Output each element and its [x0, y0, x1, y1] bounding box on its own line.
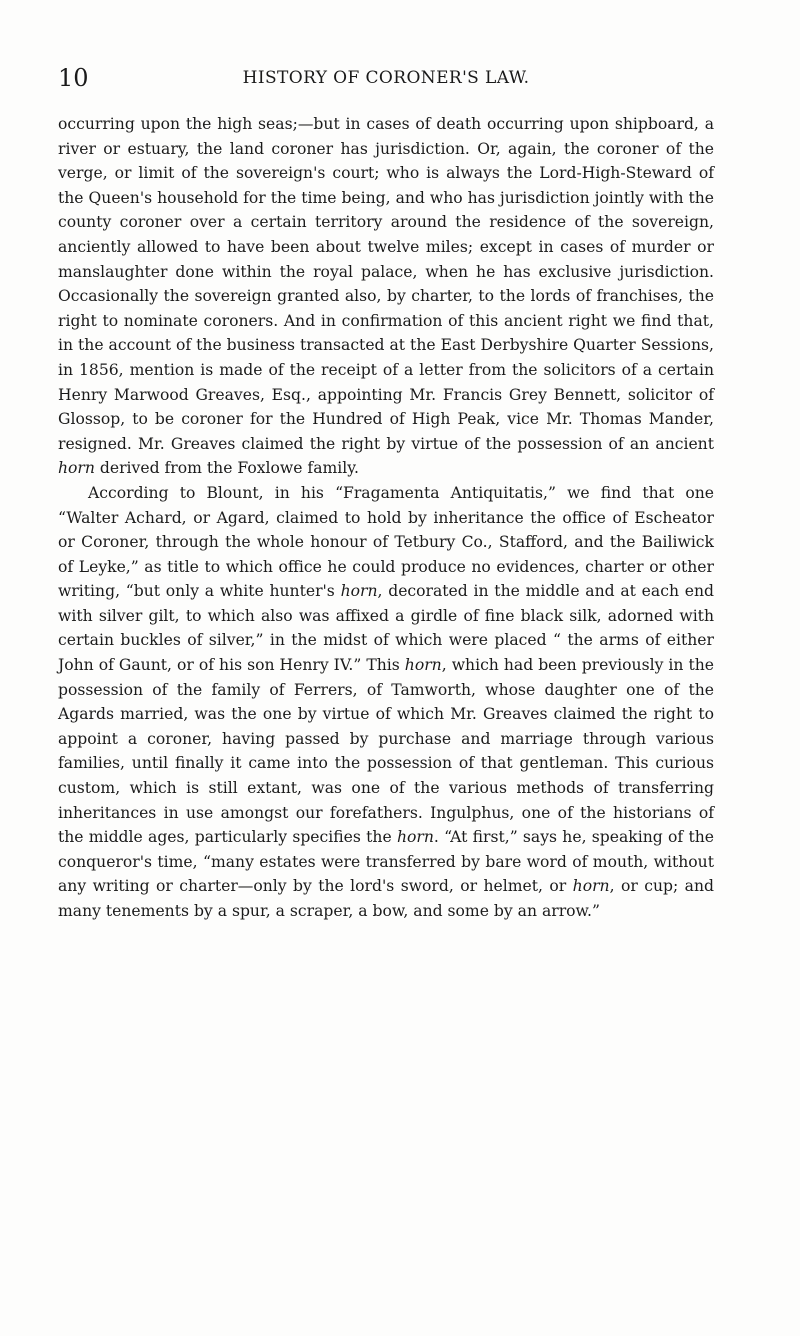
- text-run: , which had been previously in the possession of the family of Ferrers, of Tamworth, whose daughter one of the Agards married, was the one by virtue of which Mr. Greaves claimed the right to appoint a coroner, having passed by purchase and marriage through various families, until finally it came into the possession of that gentleman. This curious custom, which is still extant, was one of the various methods of transferring inheritances in use amongst our forefathers. Ingulphus, one of the historians of the middle ages, particularly specifies the: [58, 656, 714, 847]
- italic-text: horn: [58, 459, 95, 478]
- italic-text: horn: [340, 582, 378, 601]
- italic-text: horn: [572, 877, 610, 896]
- text-run: , decorated in the middle and at each end with silver gilt, to which also was affixed a girdle of fine black silk, adorned with certain buckles of silver,” in the midst of which were placed “ the arms of either John of Gaunt, or of his son Henry IV.” This: [58, 582, 714, 675]
- text-run: derived from the Foxlowe family.: [94, 459, 359, 478]
- paragraph-2: [58, 481, 714, 924]
- italic-text: horn: [404, 656, 442, 675]
- body-text: [58, 112, 714, 924]
- text-run: According to Blount, in his “Fragamenta Antiquitatis,” we find that one “Walter Achard, or Agard, claimed to hold by inheritance the office of Escheator or Coroner, through the whole honour of Tetbury Co., Stafford, and the Bailiwick of Leyke,” as title to which office he could produce no evidences, charter or other writing, “but only a white hunter's: [58, 483, 714, 601]
- text-run: occurring upon the high seas;—but in cases of death occurring upon shipboard, a river or estuary, the land coroner has jurisdiction. Or, again, the coroner of the verge, or limit of the sovereign's court; who is always the Lord-High-Steward of the Queen's household for the time being, and who has jurisdiction jointly with the county coroner over a certain territory around the residence of the sovereign, anciently allowed to have been about twelve miles; except in cases of murder or manslaughter done within the royal palace, when he has exclusive jurisdiction. Occasionally the sovereign granted also, by charter, to the lords of franchises, the right to nominate coroners. And in confirmation of this ancient right we find that, in the account of the business transacted at the East Derbyshire Quarter Sessions, in 1856, mention is made of the receipt of a letter from the solicitors of a certain Henry Marwood Greaves, Esq., appointing Mr. Francis Grey Bennett, solicitor of Glossop, to be coroner for the Hundred of High Peak, vice Mr. Thomas Mander, resigned. Mr. Greaves claimed the right by virtue of the possession of an ancient: [58, 115, 714, 453]
- text-run: . “At first,” says he, speaking of the conqueror's time, “many estates were transferred by bare word of mouth, without any writing or charter—only by the lord's sword, or helmet, or: [58, 828, 714, 896]
- text-run: , or cup; and many tenements by a spur, a scraper, a bow, and some by an arrow.”: [58, 877, 714, 920]
- running-head: HISTORY OF CORONER'S LAW.: [242, 68, 530, 88]
- paragraph-1: [58, 112, 714, 481]
- page-header: [58, 58, 714, 98]
- page-number: 10: [58, 64, 89, 92]
- italic-text: horn: [396, 828, 434, 847]
